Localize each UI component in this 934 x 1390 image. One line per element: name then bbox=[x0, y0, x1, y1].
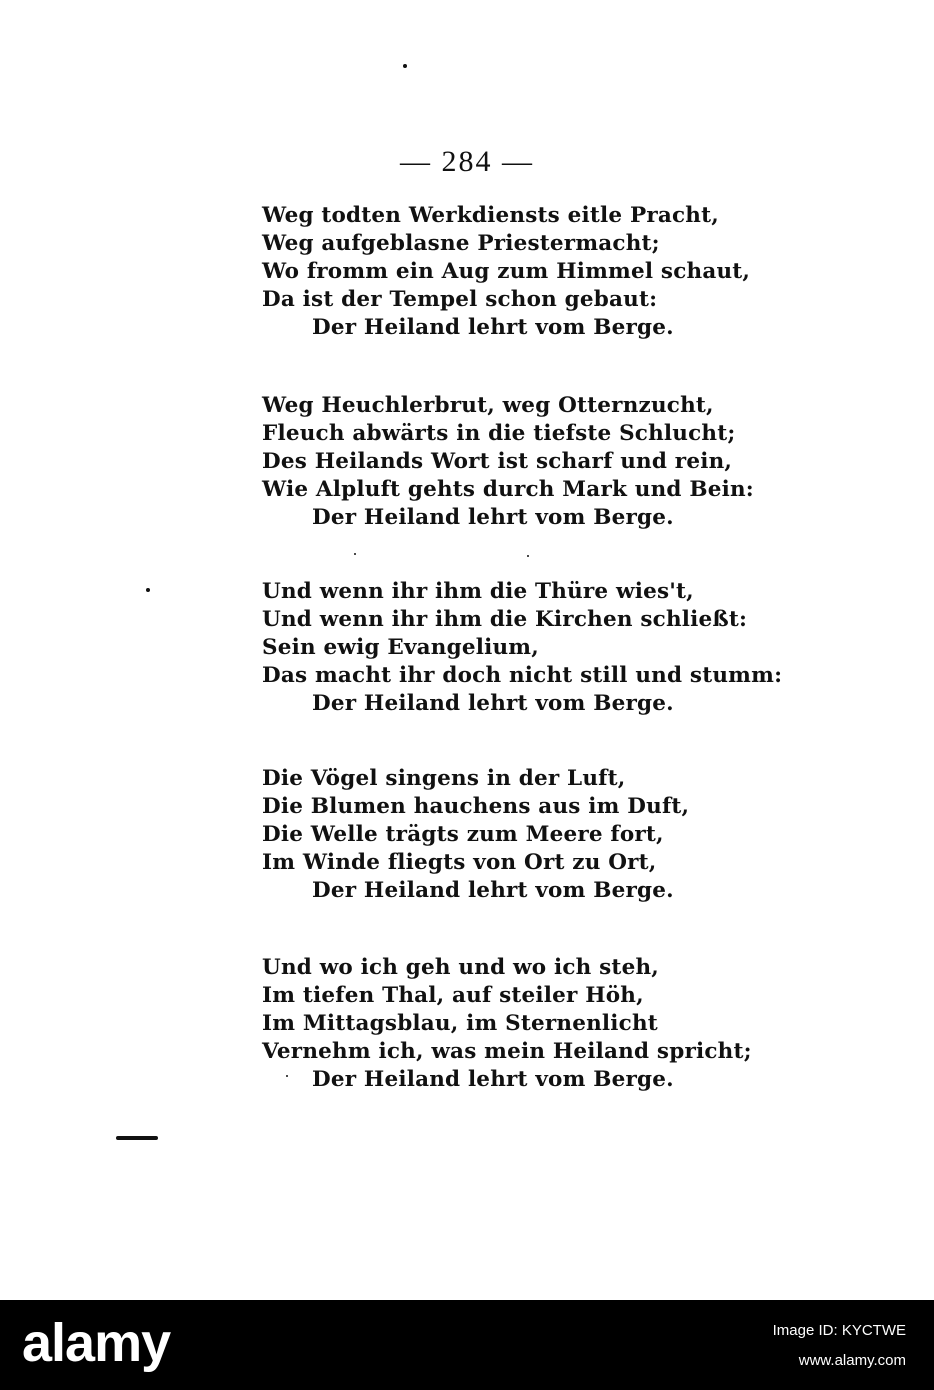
refrain-line: Der Heiland lehrt vom Berge. bbox=[312, 315, 674, 340]
printer-rule-mark bbox=[116, 1136, 158, 1140]
verse-line: Die Welle trägts zum Meere fort, bbox=[262, 822, 664, 847]
verse-line: Im Winde fliegts von Ort zu Ort, bbox=[262, 850, 657, 875]
stanza-4 bbox=[262, 765, 762, 905]
refrain-line: Der Heiland lehrt vom Berge. bbox=[312, 505, 674, 530]
image-id-label: Image ID: KYCTWE bbox=[772, 1322, 906, 1339]
verse-line: Die Blumen hauchens aus im Duft, bbox=[262, 794, 690, 819]
refrain-line: Der Heiland lehrt vom Berge. bbox=[312, 691, 674, 716]
verse-line: Und wenn ihr ihm die Kirchen schließt: bbox=[262, 607, 748, 632]
verse-line: Sein ewig Evangelium, bbox=[262, 635, 539, 660]
verse-line: Die Vögel singens in der Luft, bbox=[262, 766, 626, 791]
verse-line: Im tiefen Thal, auf steiler Höh, bbox=[262, 983, 644, 1008]
verse-line: Das macht ihr doch nicht still und stumm: bbox=[262, 663, 783, 688]
verse-line: Wo fromm ein Aug zum Himmel schaut, bbox=[262, 259, 751, 284]
stanza-5 bbox=[262, 954, 762, 1094]
verse-line: Vernehm ich, was mein Heiland spricht; bbox=[262, 1039, 752, 1064]
stanza-1 bbox=[262, 202, 762, 342]
verse-line: Weg aufgeblasne Priestermacht; bbox=[262, 231, 660, 256]
verse-line: Fleuch abwärts in die tiefste Schlucht; bbox=[262, 421, 736, 446]
verse-line: Im Mittagsblau, im Sternenlicht bbox=[262, 1011, 658, 1036]
verse-line: Weg todten Werkdiensts eitle Pracht, bbox=[262, 203, 719, 228]
speck-mark bbox=[354, 553, 356, 555]
verse-line: Da ist der Tempel schon gebaut: bbox=[262, 287, 658, 312]
verse-line: Des Heilands Wort ist scharf und rein, bbox=[262, 449, 733, 474]
alamy-logo: alamy bbox=[22, 1313, 171, 1373]
refrain-line: Der Heiland lehrt vom Berge. bbox=[312, 878, 674, 903]
verse-line: Und wenn ihr ihm die Thüre wies't, bbox=[262, 579, 694, 604]
speck-mark bbox=[403, 64, 407, 68]
verse-line: Weg Heuchlerbrut, weg Otternzucht, bbox=[262, 393, 714, 418]
stanza-3 bbox=[262, 578, 783, 718]
speck-mark bbox=[527, 555, 529, 557]
watermark-footer bbox=[0, 1300, 934, 1390]
verse-line: Und wo ich geh und wo ich steh, bbox=[262, 955, 659, 980]
page-number: — 284 — bbox=[400, 145, 534, 178]
refrain-line: Der Heiland lehrt vom Berge. bbox=[312, 1067, 674, 1092]
site-url: www.alamy.com bbox=[798, 1352, 906, 1369]
stanza-2 bbox=[262, 392, 762, 532]
speck-mark bbox=[146, 588, 150, 592]
verse-line: Wie Alpluft gehts durch Mark und Bein: bbox=[262, 477, 754, 502]
